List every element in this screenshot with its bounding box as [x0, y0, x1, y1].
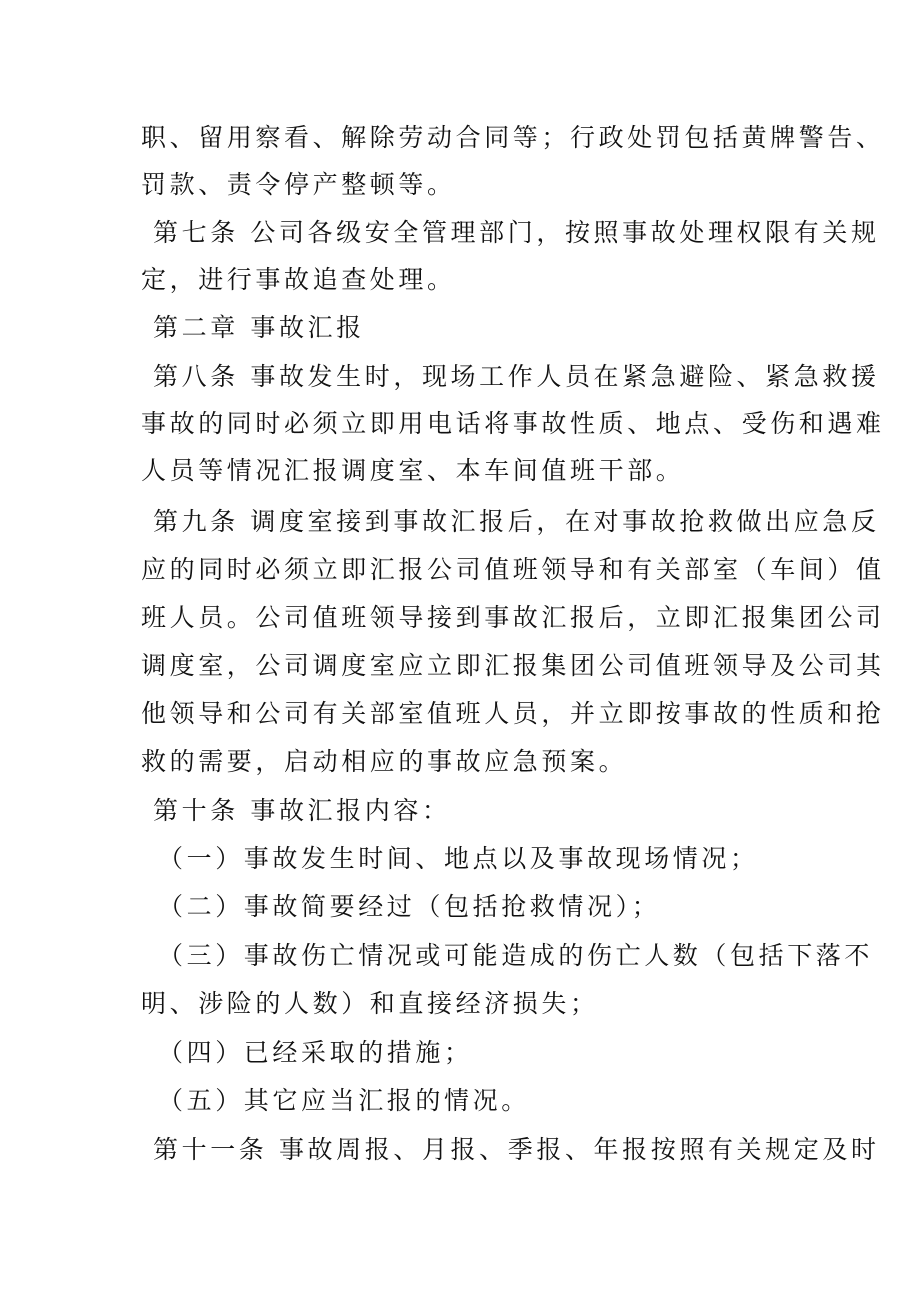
text-line: 调度室，公司调度室应立即汇报集团公司值班领导及公司其 — [141, 651, 885, 680]
list-item-2: （二）事故简要经过（包括抢救情况）； — [158, 892, 661, 921]
text-line: 人员等情况汇报调度室、本车间值班干部。 — [141, 456, 685, 485]
text-line: 应的同时必须立即汇报公司值班领导和有关部室（车间）值 — [141, 555, 885, 584]
list-item-4: （四）已经采取的措施； — [158, 1038, 473, 1067]
text-line: 救的需要，启动相应的事故应急预案。 — [141, 747, 628, 776]
text-line: 职、留用察看、解除劳动合同等；行政处罚包括黄牌警告、 — [141, 123, 885, 152]
text-line: 事故的同时必须立即用电话将事故性质、地点、受伤和遇难 — [141, 409, 885, 438]
article-7-heading: 第七条 公司各级安全管理部门，按照事故处理权限有关规 — [153, 218, 880, 247]
text-line: 班人员。公司值班领导接到事故汇报后，立即汇报集团公司 — [141, 603, 885, 632]
chapter-2-heading: 第二章 事故汇报 — [153, 313, 365, 342]
article-10-heading: 第十条 事故汇报内容： — [153, 796, 451, 825]
article-9-heading: 第九条 调度室接到事故汇报后，在对事故抢救做出应急反 — [153, 507, 880, 536]
text-line: 罚款、责令停产整顿等。 — [141, 170, 456, 199]
list-item-3: （三）事故伤亡情况或可能造成的伤亡人数（包括下落不 — [158, 941, 874, 970]
list-item-5: （五）其它应当汇报的情况。 — [158, 1086, 530, 1115]
text-line: 定，进行事故追查处理。 — [141, 265, 456, 294]
list-item-1: （一）事故发生时间、地点以及事故现场情况； — [158, 844, 759, 873]
article-8-heading: 第八条 事故发生时，现场工作人员在紧急避险、紧急救援 — [153, 362, 880, 391]
article-11-heading: 第十一条 事故周报、月报、季报、年报按照有关规定及时 — [153, 1135, 880, 1164]
text-line: 他领导和公司有关部室值班人员，并立即按事故的性质和抢 — [141, 699, 885, 728]
text-line: 明、涉险的人数）和直接经济损失； — [141, 989, 599, 1018]
